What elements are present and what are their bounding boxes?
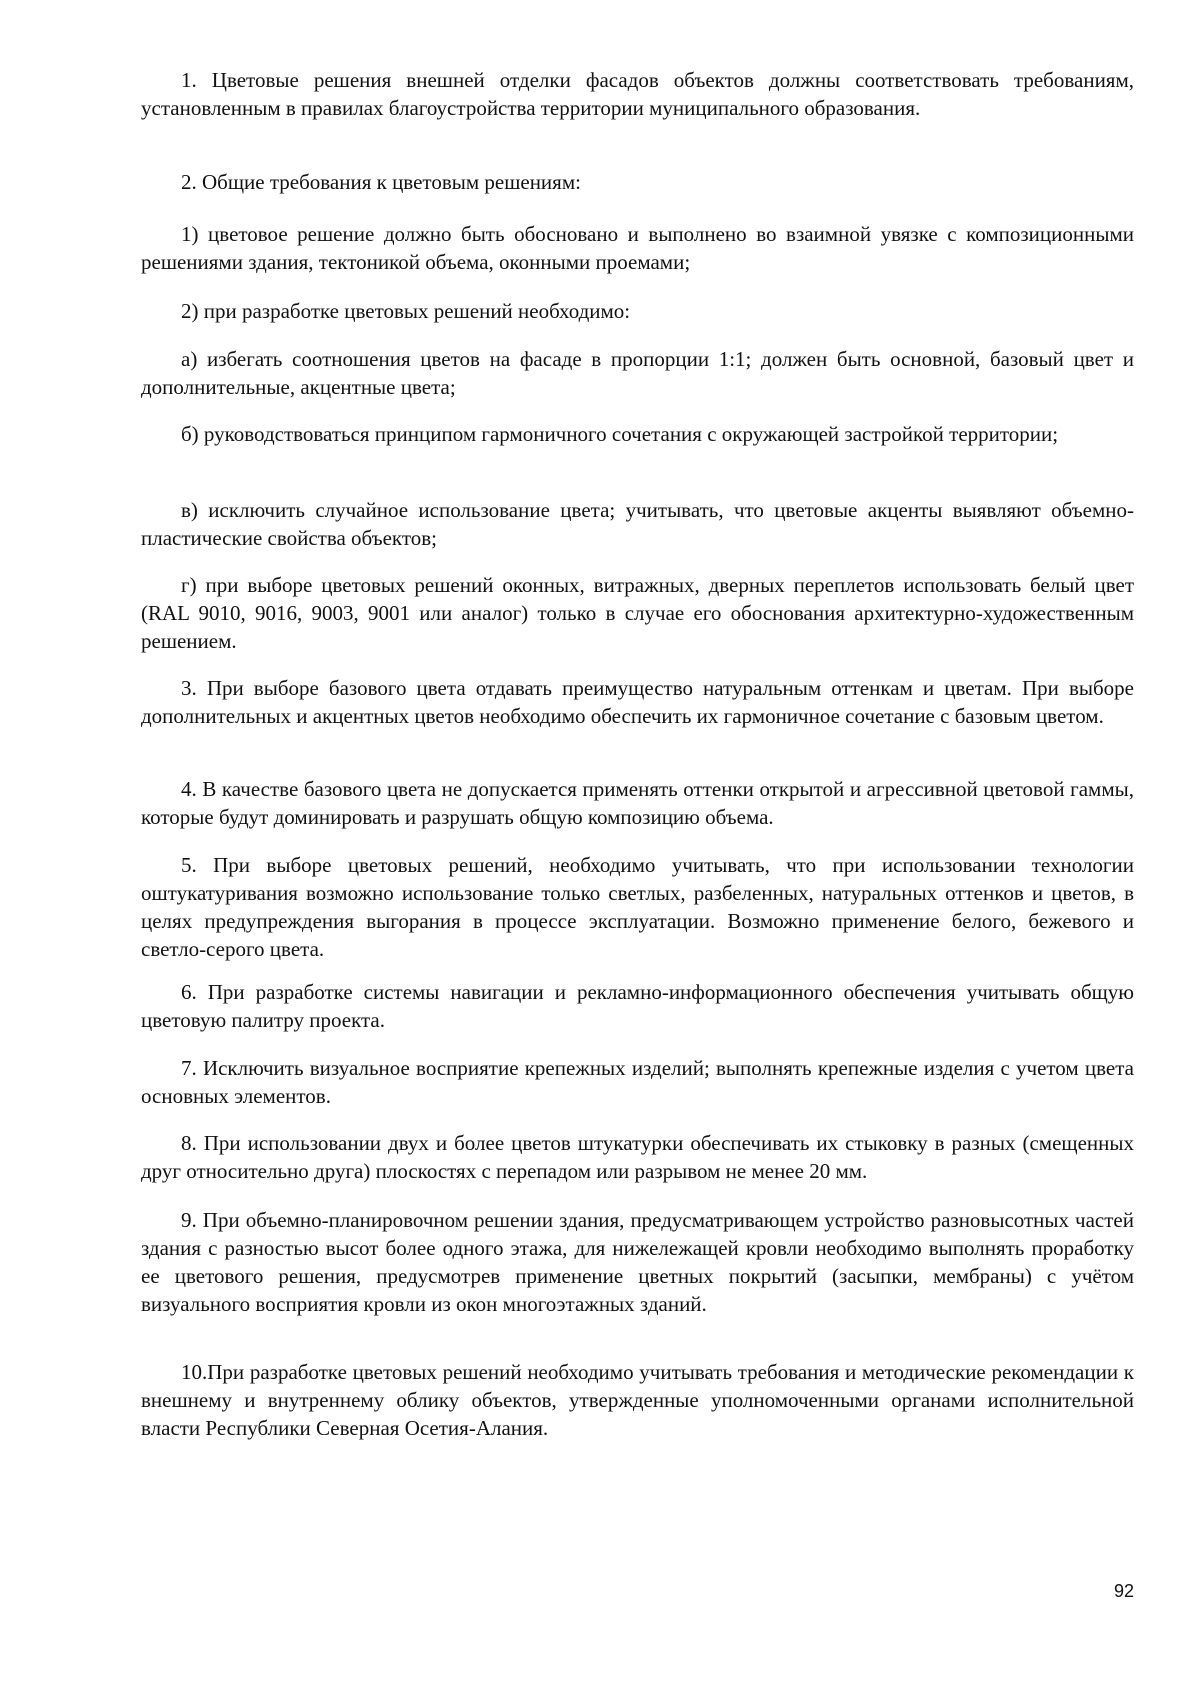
paragraph-8: 8. При использовании двух и более цветов штукатурки обеспечивать их стыковку в разных (смещенных друг относительно друга) плоскостях с перепадом или разрывом не менее 20 мм.	[141, 1131, 1134, 1183]
paragraph-2-item-v: в) исключить случайное использование цвета; учитывать, что цветовые акценты выявляют объемно-пластические свойства объектов;	[141, 498, 1134, 550]
paragraph-5: 5. При выборе цветовых решений, необходимо учитывать, что при использовании технологии оштукатуривания возможно использование только светлых, разбеленных, натуральных оттенков и цветов, в целях предупреждения выгорания в процессе эксплуатации. Возможно применение белого, бежевого и светло-серого цвета.	[141, 853, 1134, 961]
paragraph-2-item-g: г) при выборе цветовых решений оконных, витражных, дверных переплетов использовать белый цвет (RAL 9010, 9016, 9003, 9001 или аналог) только в случае его обоснования архитектурно-художественным решением.	[141, 573, 1134, 653]
paragraph-6: 6. При разработке системы навигации и рекламно-информационного обеспечения учитывать общую цветовую палитру проекта.	[141, 980, 1134, 1032]
page-number: 92	[1113, 1581, 1134, 1601]
paragraph-4: 4. В качестве базового цвета не допускается применять оттенки открытой и агрессивной цветовой гаммы, которые будут доминировать и разрушать общую композицию объема.	[141, 777, 1134, 829]
paragraph-2-item-b: б) руководствоваться принципом гармоничного сочетания с окружающей застройкой территории;	[181, 422, 1059, 446]
paragraph-2-item-2: 2) при разработке цветовых решений необходимо:	[181, 299, 631, 323]
paragraph-2-item-1: 1) цветовое решение должно быть обосновано и выполнено во взаимной увязке с композиционными решениями здания, тектоникой объема, оконными проемами;	[141, 222, 1134, 274]
paragraph-10: 10.При разработке цветовых решений необходимо учитывать требования и методические рекомендации к внешнему и внутреннему облику объектов, утвержденные уполномоченными органами исполнительной власти Республики Северная Осетия-Алания.	[141, 1360, 1134, 1440]
paragraph-1: 1. Цветовые решения внешней отделки фасадов объектов должны соответствовать требованиям, установленным в правилах благоустройства территории муниципального образования.	[141, 68, 1134, 120]
paragraph-2-item-a: а) избегать соотношения цветов на фасаде в пропорции 1:1; должен быть основной, базовый цвет и дополнительные, акцентные цвета;	[141, 347, 1134, 399]
paragraph-2: 2. Общие требования к цветовым решениям:	[181, 170, 581, 194]
paragraph-9: 9. При объемно-планировочном решении здания, предусматривающем устройство разновысотных частей здания с разностью высот более одного этажа, для нижележащей кровли необходимо выполнять проработку ее цветового решения, предусмотрев применение цветных покрытий (засыпки, мембраны) с учётом визуального восприятия кровли из окон многоэтажных зданий.	[141, 1208, 1134, 1316]
paragraph-7: 7. Исключить визуальное восприятие крепежных изделий; выполнять крепежные изделия с учетом цвета основных элементов.	[141, 1056, 1134, 1108]
paragraph-3: 3. При выборе базового цвета отдавать преимущество натуральным оттенкам и цветам. При выборе дополнительных и акцентных цветов необходимо обеспечить их гармоничное сочетание с базовым цветом.	[141, 676, 1134, 728]
